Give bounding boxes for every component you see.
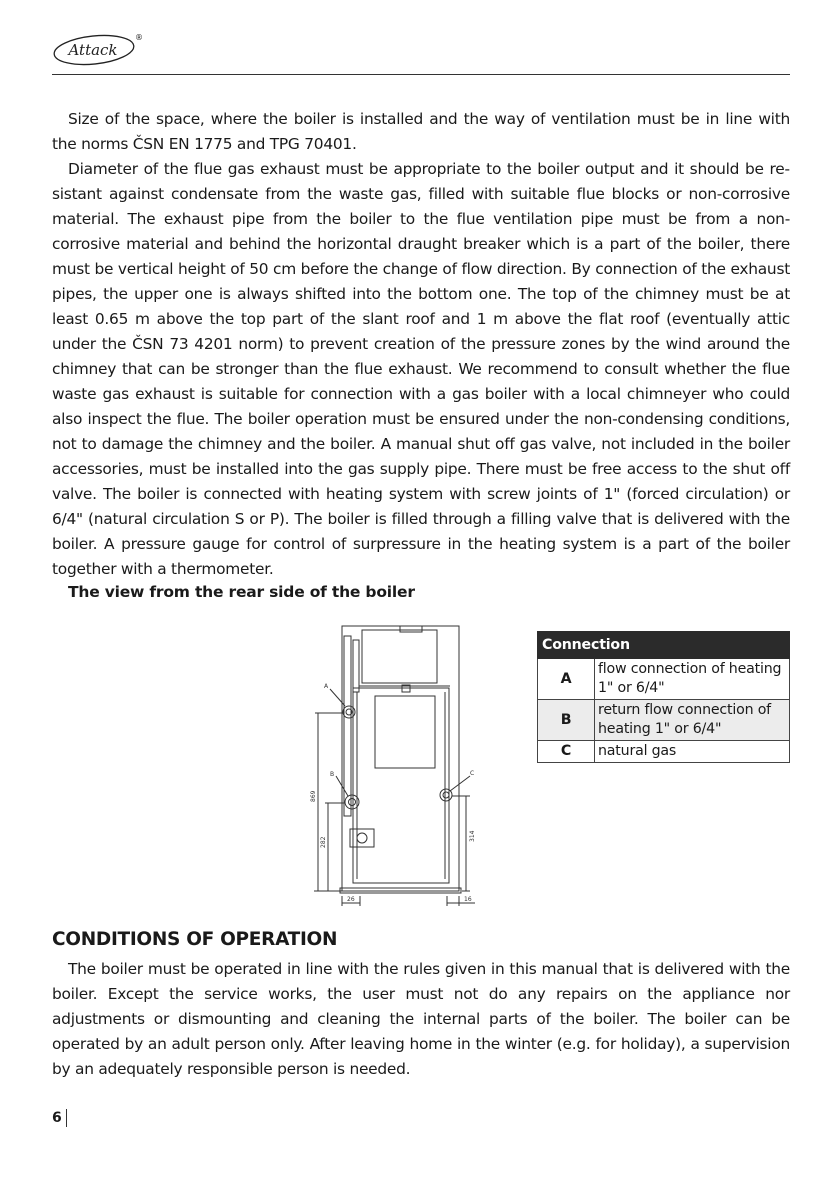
header-rule bbox=[52, 74, 790, 75]
connection-description: flow connection of heating 1" or 6/4" bbox=[595, 659, 790, 700]
attack-logo bbox=[52, 30, 142, 68]
table-row bbox=[538, 741, 790, 763]
connection-table-header: Connection bbox=[538, 632, 790, 659]
flue-gas-paragraph: Diameter of the flue gas exhaust must be appropriate to the boiler output and it should be resistant against condensate from the waste gas, filled with suitable flue blocks or non-corrosive material. The exhaust pipe from the boiler to the flue ventilation pipe must be from a non-corrosive material and behind the horizontal draught breaker which is a part of the boiler, there must be vertical height of 50 cm before the change of flow direction. By connection of the exhaust pipes, the upper one is always shifted into the bottom one. The top of the chimney must be at least 0.65 m above the top part of the slant roof and 1 m above the flat roof (eventually attic under the ČSN 73 4201 norm) to prevent creation of the pressure zones by the wind around the chimney that can be stronger than the flue exhaust. We recommend to consult whether the flue waste gas exhaust is suitable for connection with a gas boiler with a local chimneyer who could also inspect the flue. The boiler operation must be ensured under the non-condensing conditions, not to damage the chimney and the boiler. A manual shut off gas valve, not included in the boiler accessories, must be installed into the gas supply pipe. There must be free access to the shut off valve. The boiler is connected with heating system with screw joints of 1" (forced circulation) or 6/4" (natural circulation S or P). The boiler is filled through a filling valve that is delivered with the boiler. A pressure gauge for control of surpressure in the heating system is a part of the boiler together with a thermometer. bbox=[52, 160, 790, 578]
connection-code: C bbox=[538, 741, 595, 763]
connection-code: A bbox=[538, 659, 595, 700]
table-row bbox=[538, 659, 790, 700]
page-number-divider bbox=[66, 1109, 67, 1127]
table-row bbox=[538, 700, 790, 741]
logo-text: Attack bbox=[68, 41, 118, 59]
label-a: A bbox=[324, 683, 329, 690]
rear-view-heading: The view from the rear side of the boiler bbox=[68, 583, 415, 601]
boiler-rear-view-drawing bbox=[300, 616, 500, 916]
connection-description: return flow connection of heating 1" or 6/4" bbox=[595, 700, 790, 741]
ventilation-paragraph: Size of the space, where the boiler is installed and the way of ventilation must be in line with the norms ČSN EN 1775 and TPG 70401. bbox=[52, 110, 790, 153]
logo-registered-mark: ® bbox=[135, 33, 143, 42]
dimension-314: 314 bbox=[469, 830, 476, 842]
connection-code: B bbox=[538, 700, 595, 741]
conditions-paragraph: The boiler must be operated in line with the rules given in this manual that is delivered with the boiler. Except the service works, the user must not do any repairs on the appliance nor adjustments or dismounting and cleaning the internal parts of the boiler. The boiler can be operated by an adult person only. After leaving home in the winter (e.g. for holiday), a supervision by an adequately responsible person is needed. bbox=[52, 960, 790, 1078]
dimension-16: 16 bbox=[464, 896, 472, 903]
conditions-heading: CONDITIONS OF OPERATION bbox=[52, 929, 338, 950]
dimension-282: 282 bbox=[320, 836, 327, 848]
dimension-26: 26 bbox=[347, 896, 355, 903]
page-number: 6 bbox=[52, 1110, 62, 1126]
connection-table-header-row bbox=[538, 632, 790, 659]
dimension-869: 869 bbox=[310, 790, 317, 802]
connection-table bbox=[537, 631, 790, 763]
label-c: C bbox=[470, 770, 475, 777]
connection-description: natural gas bbox=[595, 741, 790, 763]
label-b: B bbox=[330, 771, 335, 778]
